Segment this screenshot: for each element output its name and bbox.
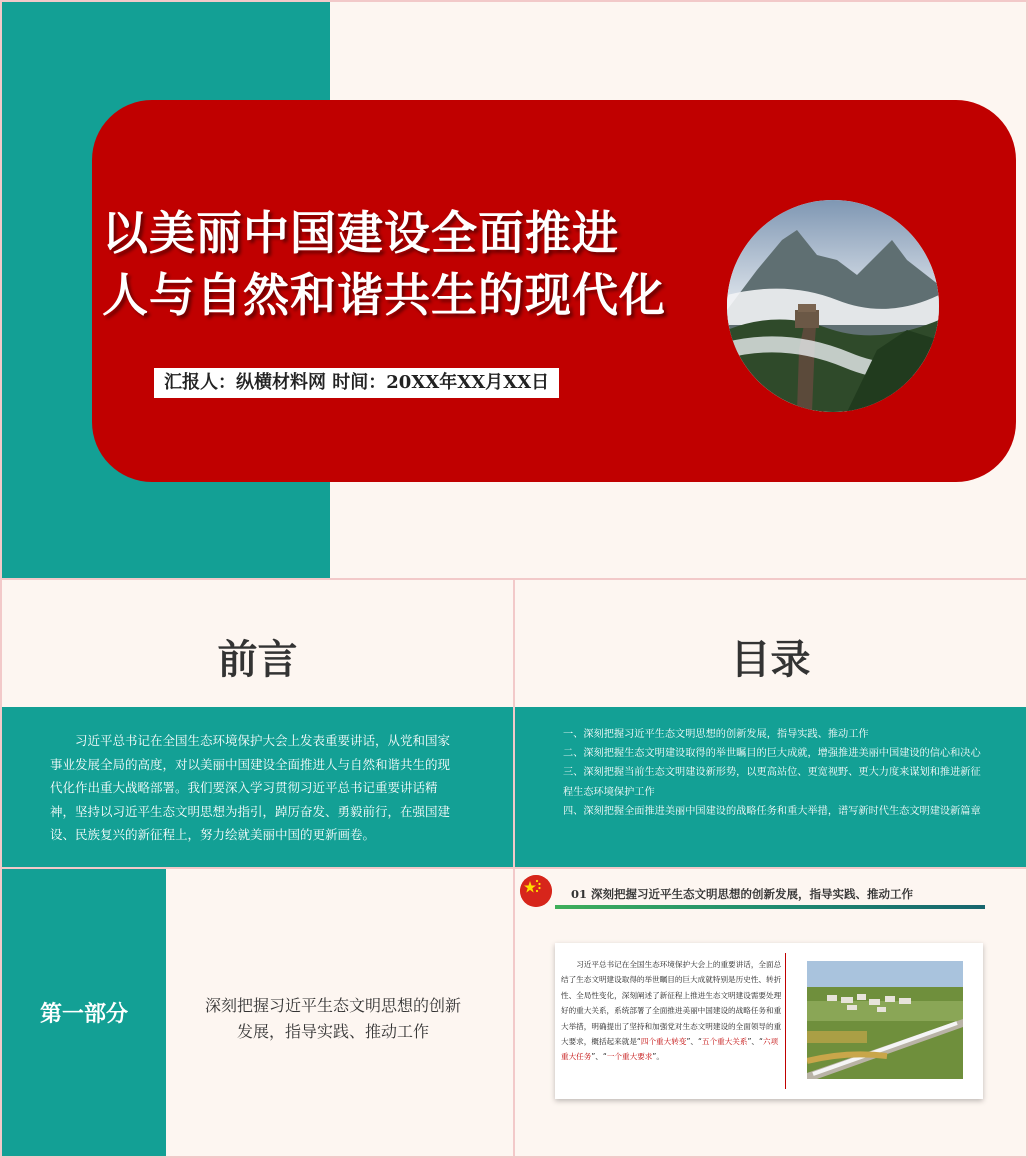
cover-slide[interactable] bbox=[2, 2, 1026, 578]
detail-header: 01 深刻把握习近平生态文明思想的创新发展，指导实践、推动工作 bbox=[571, 887, 914, 901]
toc-item: 四、深刻把握全面推进美丽中国建设的战略任务和重大举措，谱写新时代生态文明建设新篇章 bbox=[563, 805, 981, 817]
separator: ”、“ bbox=[686, 1037, 702, 1047]
cover-title-line2: 人与自然和谐共生的现代化 bbox=[102, 268, 666, 322]
separator: ”、“ bbox=[591, 1052, 607, 1062]
great-wall-photo bbox=[727, 200, 939, 412]
detail-text-main: 习近平总书记在全国生态环境保护大会上的重要讲话，全面总结了生态文明建设取得的举世瞩目的巨大成就特别是历史性、转折性、全局性变化，深刻阐述了新征程上推进生态文明建设需要处理好的重大关系，系统部署了全面推进美丽中国建设的战略任务和重大举措，明确提出了坚持和加强党对生态文明建设的全面领导的重大要求，概括起来就是“ bbox=[561, 960, 782, 1047]
train-photo bbox=[807, 961, 963, 1079]
highlight-4: 一个重大要求 bbox=[606, 1052, 653, 1062]
cover-title bbox=[102, 202, 742, 326]
separator: ”、“ bbox=[747, 1037, 763, 1047]
toc-item: 三、深刻把握当前生态文明建设新形势，以更高站位、更宽视野、更大力度来谋划和推进新征程生态环境保护工作 bbox=[563, 767, 981, 798]
highlight-1: 四个重大转变 bbox=[640, 1037, 687, 1047]
preface-slide[interactable] bbox=[2, 580, 513, 867]
detail-text bbox=[561, 957, 783, 1065]
china-flag-icon bbox=[520, 875, 552, 907]
header-divider bbox=[555, 905, 985, 909]
toc-slide[interactable] bbox=[515, 580, 1026, 867]
toc-item: 二、深刻把握生态文明建设取得的举世瞩目的巨大成就，增强推进美丽中国建设的信心和决心 bbox=[563, 748, 981, 760]
preface-body: 习近平总书记在全国生态环境保护大会上发表重要讲话，从党和国家事业发展全局的高度，对以美丽中国建设全面推进人与自然和谐共生的现代化作出重大战略部署。我们要深入学习贯彻习近平总书记重要讲话精神，坚持以习近平生态文明思想为指引，踔厉奋发、勇毅前行，在强国建设、民族复兴的新征程上，努力绘就美丽中国的更新画卷。 bbox=[2, 707, 513, 867]
reporter-info: 汇报人：纵横材料网 时间：20XX年XX月XX日 bbox=[154, 368, 559, 398]
part-subtitle: 深刻把握习近平生态文明思想的创新发展，指导实践、推动工作 bbox=[204, 996, 461, 1041]
high-speed-train-village-photo-icon bbox=[807, 961, 963, 1079]
great-wall-mountain-photo-icon bbox=[727, 200, 939, 412]
toc-item: 一、深刻把握习近平生态文明思想的创新发展，指导实践、推动工作 bbox=[563, 729, 869, 740]
cover-title-line1: 以美丽中国建设全面推进 bbox=[102, 206, 619, 260]
part1-slide[interactable] bbox=[2, 869, 513, 1156]
toc-heading: 目录 bbox=[730, 636, 811, 683]
detail-slide[interactable] bbox=[515, 869, 1026, 1156]
part-label: 第一部分 bbox=[39, 1001, 128, 1027]
preface-heading: 前言 bbox=[217, 636, 298, 683]
text-end: ”。 bbox=[652, 1052, 664, 1062]
highlight-3: 六项重大任务 bbox=[561, 1037, 779, 1062]
red-divider bbox=[785, 953, 786, 1089]
toc-list bbox=[515, 707, 1026, 867]
highlight-2: 五个重大关系 bbox=[701, 1037, 748, 1047]
